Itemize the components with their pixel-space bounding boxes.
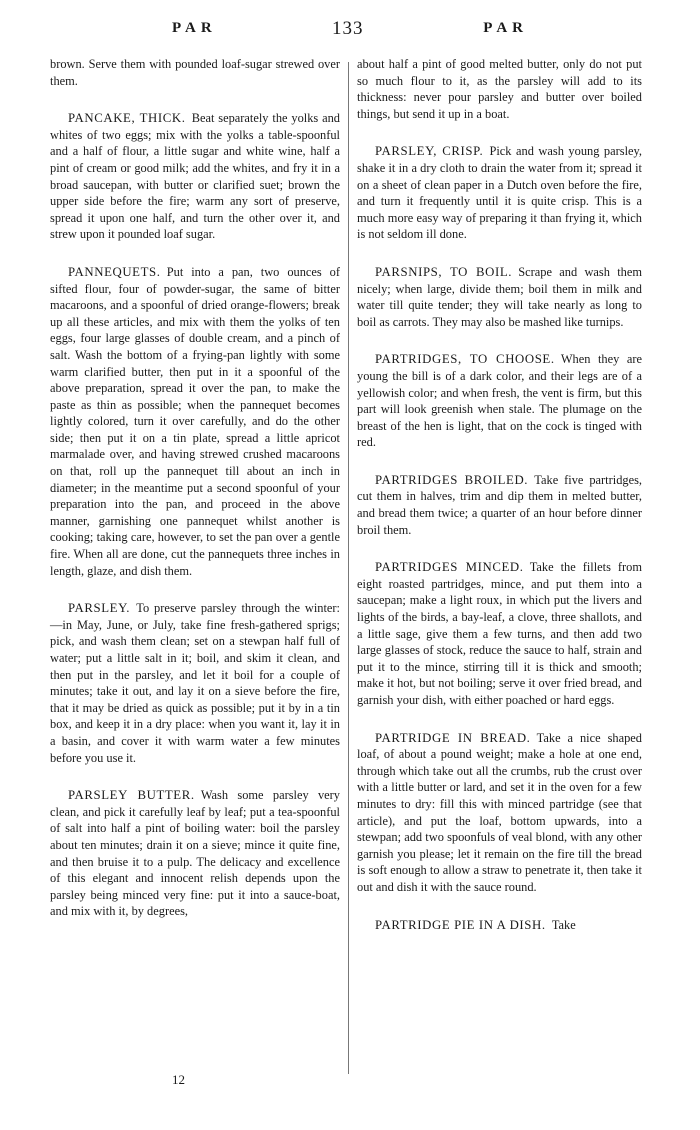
left-column bbox=[50, 56, 340, 941]
header-right-word: PAR bbox=[483, 20, 528, 36]
recipe-entry bbox=[357, 917, 642, 934]
column-divider bbox=[348, 62, 349, 1074]
recipe-entry bbox=[50, 56, 340, 89]
recipe-text: Take a nice shaped loaf, of about a pound weight; make a hole at one end, through which take out all the crumbs, rub the crust over with a little butter or lard, and set it in the oven for a few minutes to dry: fill this with minced partridge (see that article), and put the loaf, bottom upwards, into a stewpan; add two spoonfuls of veal blond, with any other garnish you please; let it remain on the fire till the bread is soft enough to allow a straw to penetrate it, then take it out and dish it with the sauce round. bbox=[357, 730, 642, 894]
recipe-text: Wash some parsley very clean, and pick it carefully leaf by leaf; put a tea-spoonful of salt into half a pint of boiling water: boil the parsley about ten minutes; drain it on a sieve; mince it quite fine, and then bruise it to a pulp. The delicacy and excellence of this elegant and innocent relish depends upon the parsley being minced very fine: put it into a sauce-boat, and mix with it, by degrees, bbox=[50, 788, 340, 919]
recipe-entry bbox=[50, 600, 340, 766]
recipe-entry bbox=[357, 730, 642, 896]
recipe-entry bbox=[357, 264, 642, 330]
recipe-title: PARSLEY BUTTER. bbox=[68, 788, 195, 803]
recipe-entry bbox=[357, 472, 642, 538]
recipe-entry bbox=[50, 264, 340, 579]
recipe-entry bbox=[50, 787, 340, 920]
recipe-title: PARSNIPS, TO BOIL. bbox=[375, 264, 513, 279]
recipe-text: Pick and wash young parsley, shake it in a dry cloth to drain the water from it; spread it on a sheet of clean paper in a Dutch oven before the fire, and turn it frequently until it is quite crisp. This is a much more easy way of preparing it than frying it, which is not seldom ill done. bbox=[357, 144, 643, 242]
recipe-title: PANNEQUETS. bbox=[68, 264, 161, 279]
running-header bbox=[150, 18, 550, 46]
page-number: 133 bbox=[332, 18, 364, 39]
recipe-entry bbox=[357, 351, 642, 451]
recipe-entry bbox=[357, 559, 642, 708]
recipe-entry bbox=[357, 56, 642, 122]
recipe-title: PARTRIDGES BROILED. bbox=[375, 472, 529, 487]
recipe-text: When they are young the bill is of a dark color, and their legs are of a yellowish color; and when fresh, the vent is firm, but this part will look greenish when stale. The plumage on the breast of the hen is light, that on the cock is tinged with red. bbox=[357, 352, 642, 450]
recipe-title: PANCAKE, THICK. bbox=[68, 111, 186, 126]
recipe-title: PARTRIDGE IN BREAD. bbox=[375, 730, 531, 745]
recipe-title: PARTRIDGE PIE IN A DISH. bbox=[375, 917, 546, 932]
printer-signature: 12 bbox=[172, 1072, 185, 1087]
recipe-text: Put into a pan, two ounces of sifted flour, four of powder-sugar, the same of bitter macaroons, and a spoonful of dried orange-flowers; break up all these articles, and mix with them the yolks of ten eggs, four large glasses of double cream, and a pinch of salt. Wash the bottom of a frying-pan lightly with some warm clarified butter, then put in it a spoonful of the above preparation, spread it over the pan, to make the paste as thin as possible; when the pannequet becomes lightly colored, turn it over carefully, and do the other side; then put it on a tin plate, spread a little apricot marmalade over, and having strewed crushed macaroons on that, roll up the pannequet till about an inch in diameter; in the meantime put a second spoonful of your preparation into the pan, and proceed in the above manner, garnishing one pannequet whilst another is cooking; taking care, however, to set the pan over a gentle fire. When all are done, cut the pannequets three inches in length, glaze, and dish them. bbox=[50, 264, 340, 578]
recipe-text: about half a pint of good melted butter, only do not put so much flour to it, as the parsley will add to its thickness: never pour parsley and butter over boiled things, but send it up in a boat. bbox=[357, 57, 642, 121]
recipe-entry bbox=[50, 110, 340, 243]
recipe-entry bbox=[357, 143, 642, 243]
recipe-title: PARTRIDGES, TO CHOOSE. bbox=[375, 352, 555, 367]
recipe-title: PARTRIDGES MINCED. bbox=[375, 560, 524, 575]
recipe-text: Take bbox=[551, 917, 576, 932]
recipe-text: Take the fillets from eight roasted partridges, mince, and put them into a saucepan; make a light roux, in which put the livers and lights of the birds, a bay-leaf, a clove, three shallots, and a little sage, give them a few turns, and then add two large glasses of stock, reduce the sauce to half, strain and put it to the mince, stirring till it is thick and smooth; make it hot, but not boiling; serve it over fried bread, and garnish your dish, with either poached or hard eggs. bbox=[357, 560, 642, 707]
recipe-text: Scrape and wash them nicely; when large, divide them; boil them in milk and water till quite tender; they will take nearly as long to boil as carrots. They may also be mashed like turnips. bbox=[357, 264, 643, 329]
recipe-text: Beat separately the yolks and whites of two eggs; mix with the yolks a table-spoonful and a half of flour, a little sugar and white wine, half a pint of cream or good milk; add the whites, and fry it in a broad saucepan, with butter or clarified suet; brown the upper side before the fire; warm any sort of preserve, spread it upon one half, and turn the other over it, and strew upon it pounded loaf sugar. bbox=[50, 111, 340, 242]
recipe-title: PARSLEY, CRISP. bbox=[375, 144, 484, 159]
recipe-text: To preserve parsley through the winter:—in May, June, or July, take fine fresh-gathered sprigs; pick, and wash them clean; set on a stewpan half full of water; put a little salt in it; boil, and skim it clean, and then put in the parsley, and let it boil for a couple of minutes; take it out, and lay it on a sieve before the fire, that it may be dried as quick as possible; put it by in a tin box, and keep it in a dry place: when you want it, lay it in a basin, and cover it with warm water a few minutes before you use it. bbox=[50, 601, 340, 765]
right-column bbox=[357, 56, 642, 954]
header-left-word: PAR bbox=[172, 20, 217, 36]
recipe-text: Take five partridges, cut them in halves, trim and dip them in melted butter, and bread them twice; a quarter of an hour before dinner broil them. bbox=[357, 472, 643, 537]
recipe-text: brown. Serve them with pounded loaf-sugar strewed over them. bbox=[50, 57, 340, 88]
recipe-title: PARSLEY. bbox=[68, 601, 131, 616]
